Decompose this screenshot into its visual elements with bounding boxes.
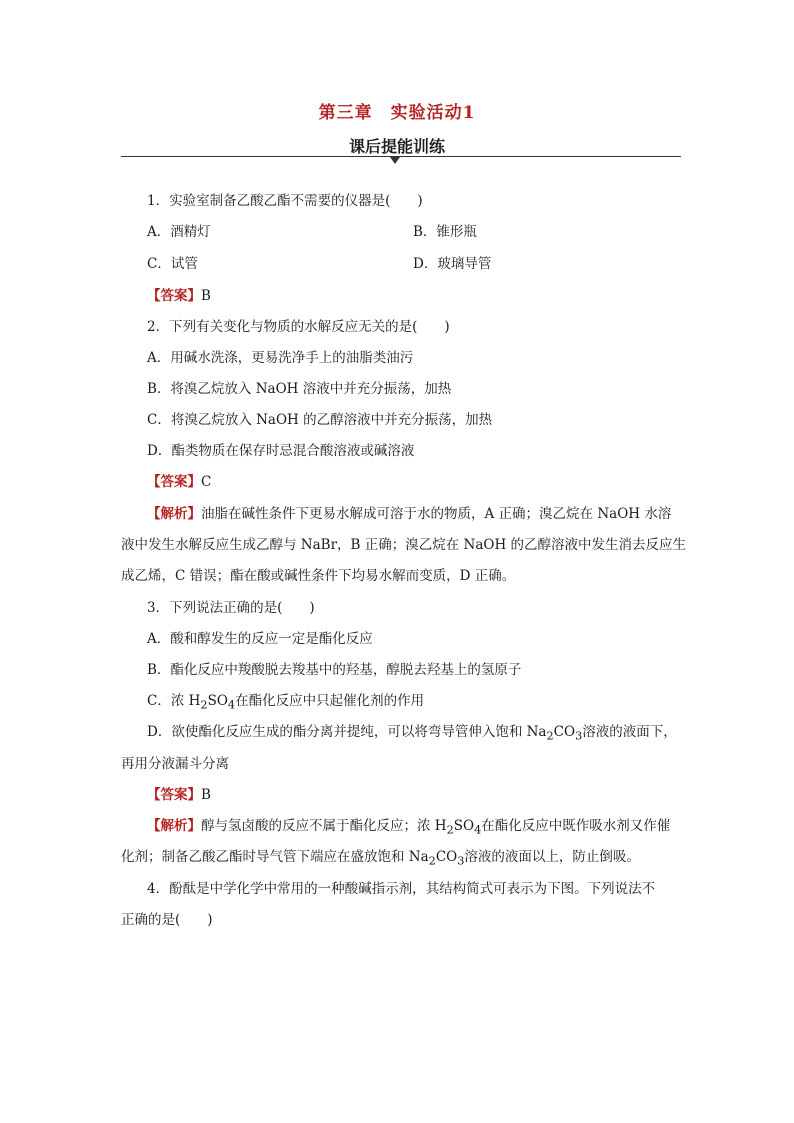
q1-option-d: D．玻璃导管 — [413, 256, 492, 272]
q2-analysis-line-1: 【解析】油脂在碱性条件下更易水解成可溶于水的物质，A 正确；溴乙烷在 NaOH 水溶 — [147, 506, 672, 522]
q4-stem-line-1: 4．酚酞是中学化学中常用的一种酸碱指示剂，其结构简式可表示为下图。下列说法不 — [147, 881, 656, 897]
q3-option-b: B．酯化反应中羧酸脱去羧基中的羟基，醇脱去羟基上的氢原子 — [147, 662, 522, 678]
q2-option-d: D．酯类物质在保存时忌混合酸溶液或碱溶液 — [147, 443, 415, 459]
divider-marker-icon — [390, 157, 400, 164]
q1-answer — [147, 284, 211, 304]
q1-answer-value: B — [201, 288, 211, 304]
analysis-tag: 【解析】 — [147, 506, 201, 522]
q1-option-b: B．锥形瓶 — [413, 224, 477, 240]
q3-stem: 3．下列说法正确的是( ) — [147, 600, 315, 616]
q3-option-d: D．欲使酯化反应生成的酯分离并提纯，可以将弯导管伸入饱和 $Na_2CO_3$溶液的液面下， — [147, 724, 677, 743]
q1-stem: 1．实验室制备乙酸乙酯不需要的仪器是( ) — [147, 193, 423, 209]
answer-tag: 【答案】 — [147, 474, 201, 490]
q2-analysis-line-2: 液中发生水解反应生成乙醇与 NaBr，B 正确；溴乙烷在 NaOH 的乙醇溶液中发生消去反应生 — [121, 537, 687, 553]
q2-answer-value: C — [201, 474, 212, 490]
q4-stem-line-2: 正确的是( ) — [121, 912, 213, 928]
q1-option-a: A．酒精灯 — [147, 224, 211, 240]
q2-option-b: B．将溴乙烷放入 NaOH 溶液中并充分振荡，加热 — [147, 381, 452, 397]
q2-answer — [147, 470, 211, 490]
q3-option-a: A．酸和醇发生的反应一定是酯化反应 — [147, 631, 373, 647]
q2-option-c: C．将溴乙烷放入 NaOH 的乙醇溶液中并充分振荡，加热 — [147, 412, 493, 428]
q3-answer-value: B — [201, 787, 211, 803]
answer-tag: 【答案】 — [147, 787, 201, 803]
q3-analysis-line-2: 化剂；制备乙酸乙酯时导气管下端应在盛放饱和 $Na_2CO_3$溶液的液面以上，防止倒吸。 — [121, 849, 640, 868]
chapter-title: 第三章 实验活动1 — [318, 103, 476, 123]
q3-option-d-line-2: 再用分液漏斗分离 — [121, 756, 229, 772]
q1-option-c: C．试管 — [147, 256, 198, 272]
q2-analysis-line-3: 成乙烯，C 错误；酯在酸或碱性条件下均易水解而变质，D 正确。 — [121, 568, 516, 584]
section-subtitle: 课后提能训练 — [348, 137, 445, 156]
answer-tag: 【答案】 — [147, 288, 201, 304]
q3-option-c: C．浓 $H_2SO_4$在酯化反应中只起催化剂的作用 — [147, 693, 425, 712]
q3-answer — [147, 783, 211, 803]
analysis-tag: 【解析】 — [147, 818, 201, 834]
q2-stem: 2．下列有关变化与物质的水解反应无关的是( ) — [147, 319, 450, 335]
header-divider — [121, 156, 681, 157]
q3-analysis-line-1: 【解析】醇与氢卤酸的反应不属于酯化反应；浓 $H_2SO_4$在酯化反应中既作吸水剂又作催 — [147, 818, 671, 837]
q2-option-a: A．用碱水洗涤，更易洗净手上的油脂类油污 — [147, 350, 414, 366]
